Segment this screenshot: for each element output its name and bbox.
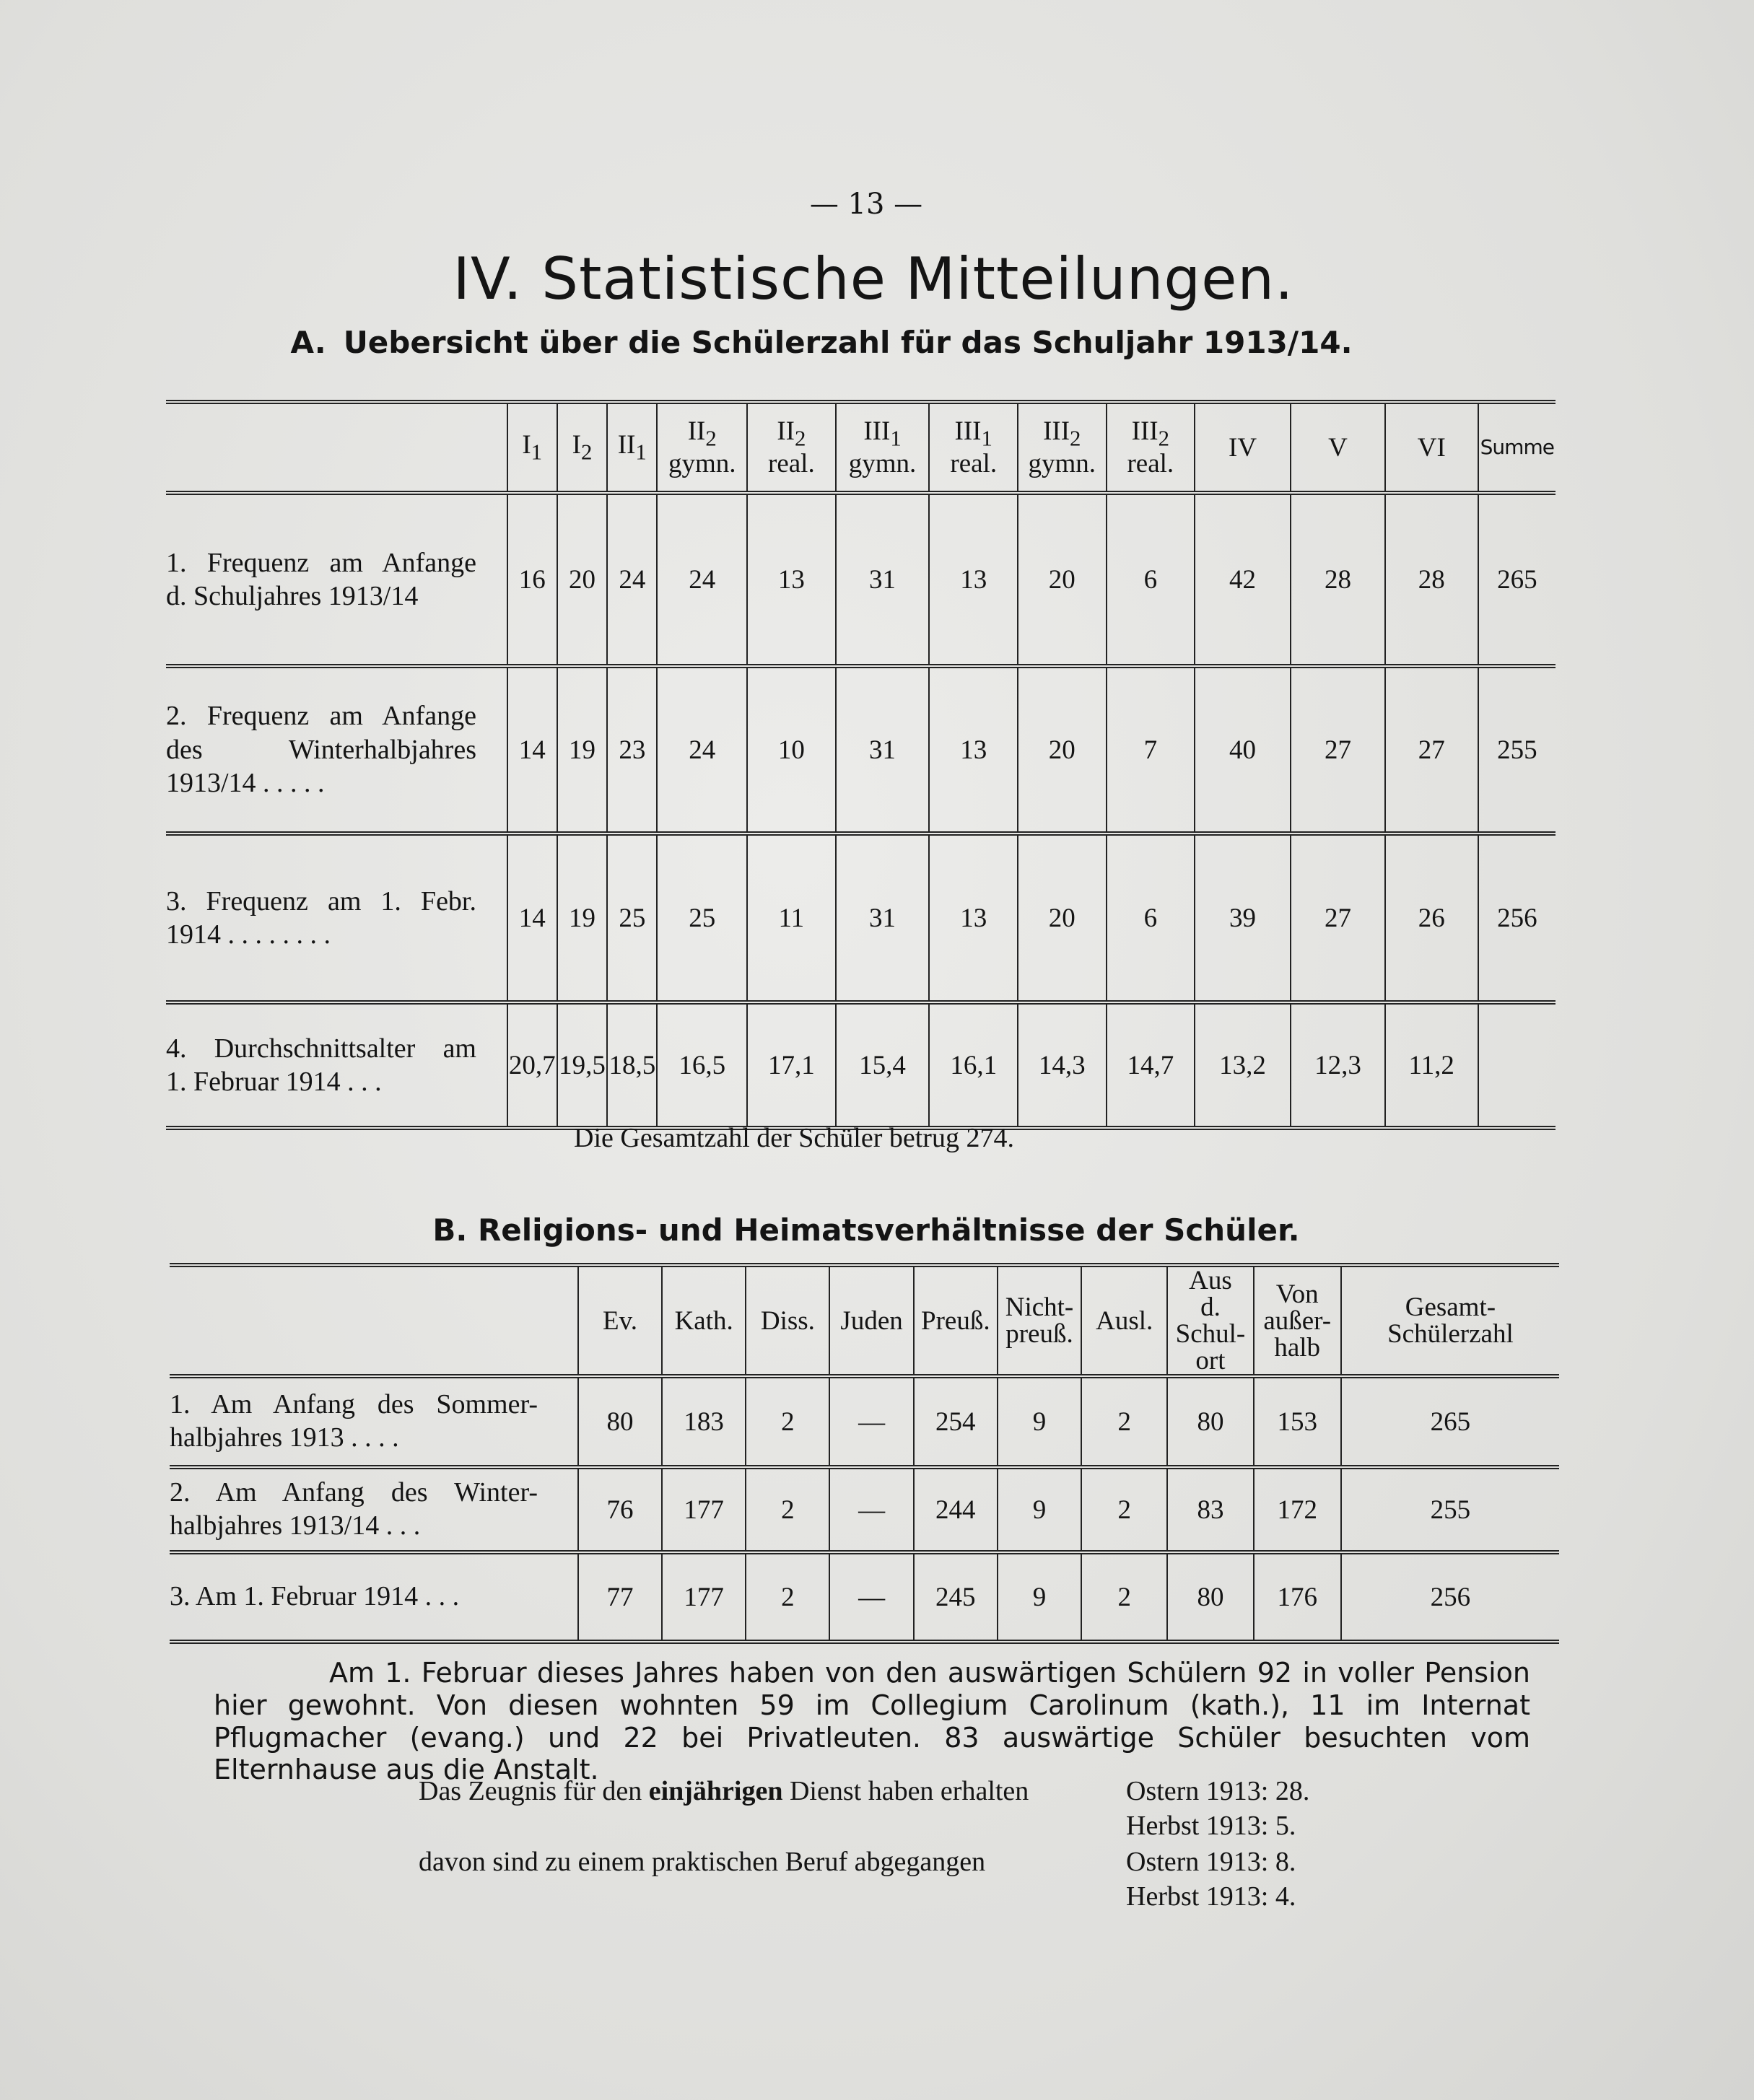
table-cell: 42: [1195, 493, 1291, 666]
section-b-heading: [361, 1212, 1371, 1248]
table-cell: 40: [1195, 666, 1291, 834]
row-label-line: 2. Am Anfang des Winter-: [170, 1477, 538, 1508]
row-label-line: halbjahres 1913/14 . . .: [170, 1510, 421, 1541]
table-cell: 20: [557, 493, 607, 666]
table-a-header-row: [166, 402, 1556, 493]
certificate-pre: Das Zeugnis für den: [419, 1776, 642, 1806]
column-header: Nicht- preuß.: [998, 1265, 1081, 1376]
certificate-line-1: [419, 1775, 1310, 1807]
table-cell: 27: [1291, 834, 1385, 1002]
table-cell: 16,1: [929, 1002, 1018, 1128]
table-cell: 11: [747, 834, 836, 1002]
row-label-line: d. Schuljahres 1913/14: [166, 581, 419, 611]
table-cell: 7: [1107, 666, 1195, 834]
herbst-1913-received: Herbst 1913: 5.: [1126, 1811, 1296, 1841]
table-row: [170, 1552, 1559, 1642]
table-row: [166, 1002, 1556, 1128]
row-label: [166, 493, 507, 666]
table-cell: 2: [746, 1467, 829, 1552]
row-label: [166, 834, 507, 1002]
table-cell: 19: [557, 666, 607, 834]
column-header: $I_1$: [507, 402, 557, 493]
row-label-line: 1. Am Anfang des Sommer-: [170, 1389, 538, 1420]
section-a-heading: [217, 325, 1444, 360]
table-cell: 13: [929, 834, 1018, 1002]
ostern-1913-left: Ostern 1913: 8.: [1126, 1847, 1296, 1877]
table-cell: 83: [1167, 1467, 1253, 1552]
table-cell: 23: [607, 666, 657, 834]
table-cell: 20: [1018, 834, 1107, 1002]
row-label: [166, 1002, 507, 1128]
column-header: V: [1291, 402, 1385, 493]
table-cell: 2: [746, 1552, 829, 1642]
table-cell: 16: [507, 493, 557, 666]
table-cell: —: [829, 1376, 913, 1467]
row-label: [170, 1552, 578, 1642]
table-cell: 13: [929, 666, 1018, 834]
table-cell: 80: [1167, 1376, 1253, 1467]
table-cell: 2: [1081, 1467, 1167, 1552]
column-header: $II_2$ real.: [747, 402, 836, 493]
table-cell: 24: [657, 666, 747, 834]
table-cell: 31: [836, 834, 930, 1002]
table-row: [170, 1376, 1559, 1467]
table-cell: 255: [1478, 666, 1556, 834]
boarding-paragraph: Am 1. Februar dieses Jahres haben von den auswärtigen Schülern 92 in voller Pension hier gewohnt. Von diesen wohnten 59 im Collegium Carolinum (kath.), 11 im Internat Pflugmacher (evang.) und 22 bei Privatleuten. 83 auswärtige Schüler besuchten vom Elternhause aus die Anstalt.: [214, 1657, 1530, 1786]
column-header: $III_2$ gymn.: [1018, 402, 1107, 493]
row-label-line: 4. Durchschnittsalter am: [166, 1033, 476, 1064]
table-cell: 20: [1018, 666, 1107, 834]
section-a-letter: A.: [290, 325, 326, 360]
table-cell: 177: [662, 1552, 746, 1642]
table-cell: 245: [914, 1552, 998, 1642]
table-cell: 9: [998, 1376, 1081, 1467]
ostern-1913-received: Ostern 1913: 28.: [1126, 1776, 1310, 1806]
table-cell: 17,1: [747, 1002, 836, 1128]
table-cell: 25: [607, 834, 657, 1002]
table-cell: 10: [747, 666, 836, 834]
table-cell: 183: [662, 1376, 746, 1467]
table-cell: 256: [1478, 834, 1556, 1002]
row-label: [170, 1376, 578, 1467]
page-number: — 13 —: [809, 188, 923, 221]
total-note: Die Gesamtzahl der Schüler betrug 274.: [574, 1123, 1014, 1153]
table-cell: 6: [1107, 493, 1195, 666]
section-a-title: Uebersicht über die Schülerzahl für das Schuljahr 1913/14.: [343, 325, 1353, 360]
table-b-corner: [170, 1265, 578, 1376]
table-cell: 27: [1385, 666, 1478, 834]
chapter-title: IV. Statistische Mitteilungen.: [453, 245, 1294, 312]
table-cell: 13: [747, 493, 836, 666]
column-header: Ev.: [578, 1265, 662, 1376]
row-label-line: halbjahres 1913 . . . .: [170, 1422, 399, 1453]
table-cell: 76: [578, 1467, 662, 1552]
column-header: $II_1$: [607, 402, 657, 493]
table-cell: 14,7: [1107, 1002, 1195, 1128]
table-cell: 80: [1167, 1552, 1253, 1642]
table-cell: 176: [1254, 1552, 1341, 1642]
row-label-line: 1. Frequenz am Anfange: [166, 547, 476, 578]
table-cell: 80: [578, 1376, 662, 1467]
column-header: Ausl.: [1081, 1265, 1167, 1376]
table-cell: 19: [557, 834, 607, 1002]
table-cell: 39: [1195, 834, 1291, 1002]
religion-home-table: [170, 1263, 1559, 1644]
row-label-line: 1913/14 . . . . .: [166, 768, 325, 799]
column-header: Kath.: [662, 1265, 746, 1376]
table-cell: 28: [1291, 493, 1385, 666]
section-b-title: Religions- und Heimatsverhältnisse der Schüler.: [477, 1212, 1300, 1248]
row-label-line: 3. Am 1. Februar 1914 . . .: [170, 1581, 460, 1612]
table-cell: 9: [998, 1467, 1081, 1552]
table-cell: 172: [1254, 1467, 1341, 1552]
column-header: Gesamt- Schülerzahl: [1341, 1265, 1559, 1376]
column-header: Preuß.: [914, 1265, 998, 1376]
table-cell: 31: [836, 666, 930, 834]
column-header: VI: [1385, 402, 1478, 493]
column-header: Diss.: [746, 1265, 829, 1376]
table-cell: 177: [662, 1467, 746, 1552]
table-cell: 244: [914, 1467, 998, 1552]
table-cell: 14: [507, 834, 557, 1002]
column-header: IV: [1195, 402, 1291, 493]
table-cell: 15,4: [836, 1002, 930, 1128]
table-cell: 20: [1018, 493, 1107, 666]
certificate-post: Dienst haben erhalten: [789, 1776, 1029, 1806]
table-cell: 2: [1081, 1376, 1167, 1467]
table-cell: 13: [929, 493, 1018, 666]
table-cell: 25: [657, 834, 747, 1002]
table-row: [170, 1467, 1559, 1552]
table-cell: 20,7: [507, 1002, 557, 1128]
table-cell: 19,5: [557, 1002, 607, 1128]
row-label-line: 3. Frequenz am 1. Febr.: [166, 885, 476, 916]
table-b-header-row: [170, 1265, 1559, 1376]
table-cell: 27: [1291, 666, 1385, 834]
table-row: [166, 666, 1556, 834]
table-row: [166, 834, 1556, 1002]
pupil-count-table: [166, 400, 1556, 1130]
table-cell: 18,5: [607, 1002, 657, 1128]
column-header: $III_2$ real.: [1107, 402, 1195, 493]
column-header: $III_1$ gymn.: [836, 402, 930, 493]
table-cell: 77: [578, 1552, 662, 1642]
table-cell: 9: [998, 1552, 1081, 1642]
table-cell: 255: [1341, 1467, 1559, 1552]
row-label-line: 1914 . . . . . . . .: [166, 919, 331, 950]
column-header-summe: Summe: [1478, 402, 1556, 493]
table-cell: 28: [1385, 493, 1478, 666]
table-cell: 254: [914, 1376, 998, 1467]
table-cell: 153: [1254, 1376, 1341, 1467]
table-cell: 24: [657, 493, 747, 666]
column-header: $I_2$: [557, 402, 607, 493]
table-cell: 2: [746, 1376, 829, 1467]
table-cell: 256: [1341, 1552, 1559, 1642]
row-label: [166, 666, 507, 834]
table-a-corner: [166, 402, 507, 493]
table-cell: 14: [507, 666, 557, 834]
row-label-line: des Winterhalbjahres: [166, 734, 476, 765]
table-cell: 13,2: [1195, 1002, 1291, 1128]
herbst-1913-left: Herbst 1913: 4.: [1126, 1881, 1296, 1912]
table-cell: 6: [1107, 834, 1195, 1002]
table-cell: 14,3: [1018, 1002, 1107, 1128]
table-cell: 11,2: [1385, 1002, 1478, 1128]
table-cell: —: [829, 1552, 913, 1642]
table-cell: 265: [1341, 1376, 1559, 1467]
table-cell: 12,3: [1291, 1002, 1385, 1128]
row-label-line: 1. Februar 1914 . . .: [166, 1067, 382, 1097]
table-cell: 26: [1385, 834, 1478, 1002]
column-header: Juden: [829, 1265, 913, 1376]
table-row: [166, 493, 1556, 666]
column-header: $II_2$ gymn.: [657, 402, 747, 493]
table-cell: 2: [1081, 1552, 1167, 1642]
table-cell: [1478, 1002, 1556, 1128]
certificate-line-3: davon sind zu einem praktischen Beruf abgegangen: [419, 1847, 986, 1877]
column-header: Von außer- halb: [1254, 1265, 1341, 1376]
column-header: Aus d. Schul- ort: [1167, 1265, 1253, 1376]
column-header: $III_1$ real.: [929, 402, 1018, 493]
table-cell: 31: [836, 493, 930, 666]
table-cell: 16,5: [657, 1002, 747, 1128]
row-label-line: 2. Frequenz am Anfange: [166, 701, 476, 732]
table-cell: 24: [607, 493, 657, 666]
table-cell: —: [829, 1467, 913, 1552]
section-b-letter: B.: [432, 1212, 468, 1248]
row-label: [170, 1467, 578, 1552]
certificate-bold: einjährigen: [648, 1776, 783, 1806]
table-cell: 265: [1478, 493, 1556, 666]
